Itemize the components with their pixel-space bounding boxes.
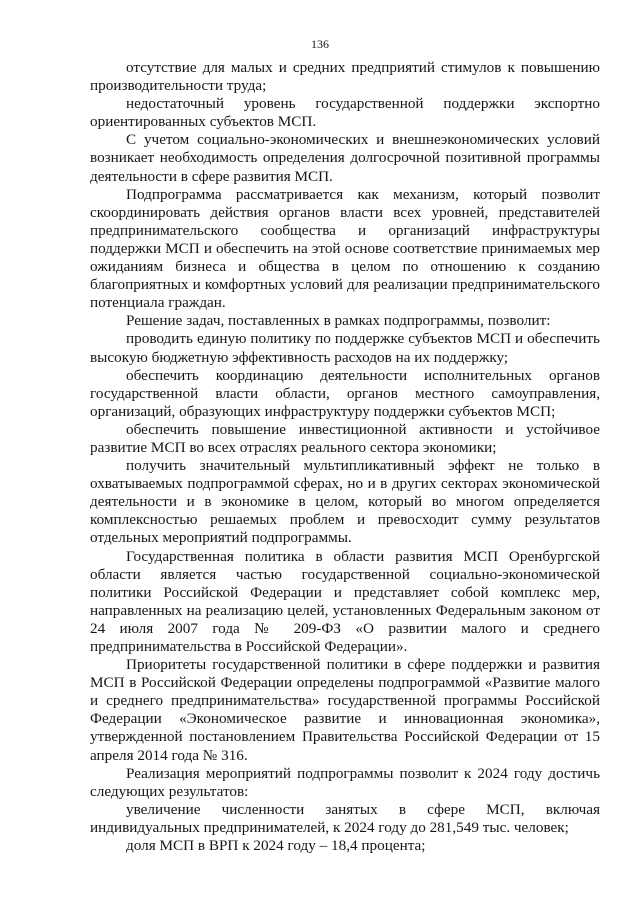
paragraph-9: получить значительный мультипликативный эффект не только в охватываемых подпрограммой сферах, но и в других секторах экономической деятельности и в экономике в целом, который во многом определяется комплексностью решаемых проблем и превосходит сумму результатов отдельных мероприятий подпрограммы. bbox=[90, 457, 600, 547]
paragraph-11: Приоритеты государственной политики в сфере поддержки и развития МСП в Российской Федерации определены подпрограммой «Развитие малого и среднего предпринимательства» государственной программы Российской Федерации «Экономическое развитие и инновационная экономика», утвержденной постановлением Правительства Российской Федерации от 15 апреля 2014 года № 316. bbox=[90, 656, 600, 764]
page-number: 136 bbox=[311, 37, 329, 51]
paragraph-8: обеспечить повышение инвестиционной активности и устойчивое развитие МСП во всех отраслях реального сектора экономики; bbox=[90, 420, 600, 456]
document-body bbox=[90, 59, 600, 855]
paragraph-1: отсутствие для малых и средних предприятий стимулов к повышению производительности труда; bbox=[90, 59, 600, 95]
paragraph-6: проводить единую политику по поддержке субъектов МСП и обеспечить высокую бюджетную эффективность расходов на их поддержку; bbox=[90, 330, 600, 366]
paragraph-14: доля МСП в ВРП к 2024 году – 18,4 процента; bbox=[126, 837, 426, 855]
paragraph-4: Подпрограмма рассматривается как механизм, который позволит скоординировать действия органов власти всех уровней, представителей предпринимательского сообщества и организаций инфраструктуры поддержки МСП и обеспечить на этой основе соответствие принимаемых мер ожиданиям бизнеса и общества в целом по отношению к созданию благоприятных и комфортных условий для реализации предпринимательского потенциала граждан. bbox=[90, 185, 600, 312]
paragraph-5: Решение задач, поставленных в рамках подпрограммы, позволит: bbox=[126, 312, 551, 330]
paragraph-13: увеличение численности занятых в сфере МСП, включая индивидуальных предпринимателей, к 2024 году до 281,549 тыс. человек; bbox=[90, 800, 600, 836]
paragraph-10: Государственная политика в области развития МСП Оренбургской области является частью государственной социально-экономической политики Российской Федерации и представляет собой комплекс мер, направленных на реализацию целей, установленных Федеральным законом от 24 июля 2007 года № 209-ФЗ «О развитии малого и среднего предпринимательства в Российской Федерации». bbox=[90, 547, 600, 655]
paragraph-7: обеспечить координацию деятельности исполнительных органов государственной власти области, органов местного самоуправления, организаций, образующих инфраструктуру поддержки субъектов МСП; bbox=[90, 366, 600, 420]
paragraph-3: С учетом социально-экономических и внешнеэкономических условий возникает необходимость определения долгосрочной позитивной программы деятельности в сфере развития МСП. bbox=[90, 131, 600, 185]
paragraph-2: недостаточный уровень государственной поддержки экспортно ориентированных субъектов МСП. bbox=[90, 95, 600, 131]
paragraph-12: Реализация мероприятий подпрограммы позволит к 2024 году достичь следующих результатов: bbox=[90, 764, 600, 800]
